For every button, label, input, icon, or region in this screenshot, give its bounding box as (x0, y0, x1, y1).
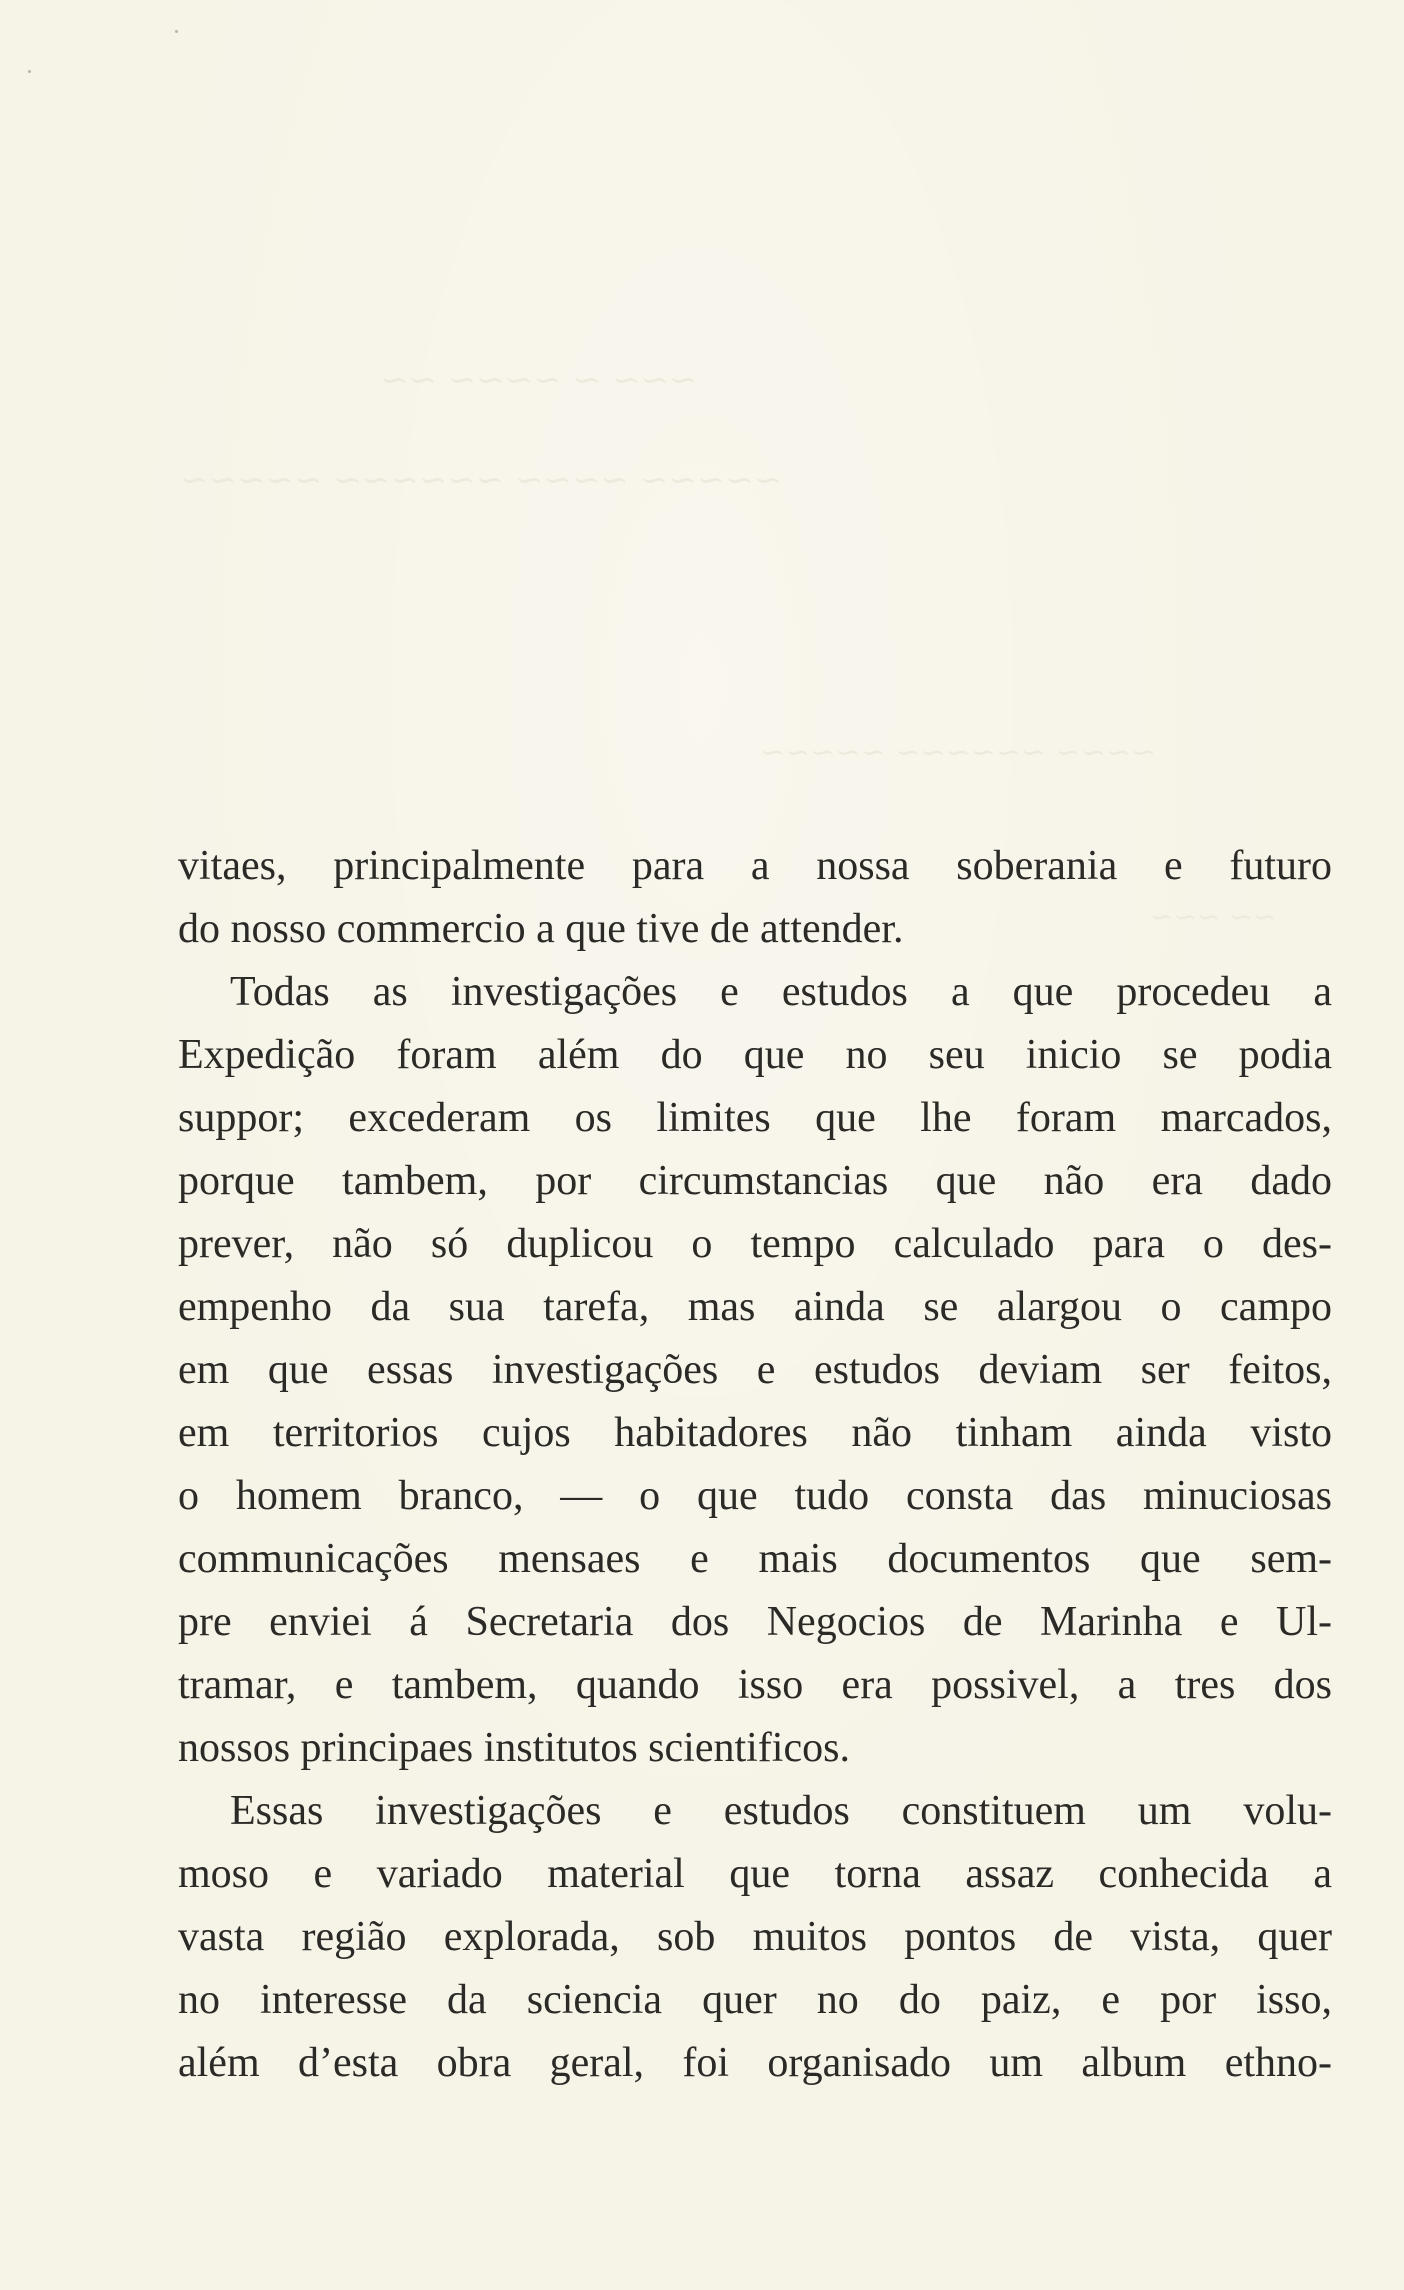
text-line: tramar, e tambem, quando isso era possivel, a tres dos (178, 1662, 1332, 1708)
text-line: nossos principaes institutos scientificos. (178, 1725, 850, 1771)
bleed-through-line: ~~ ~~~ (1150, 900, 1277, 933)
text-line: Todas as investigações e estudos a que procedeu a (230, 969, 1332, 1015)
paper-speck (175, 30, 178, 33)
paper-speck (28, 70, 31, 73)
text-line: moso e variado material que torna assaz conhecida a (178, 1851, 1332, 1897)
text-line: prever, não só duplicou o tempo calculado para o des- (178, 1221, 1332, 1267)
text-line: Essas investigações e estudos constituem um volu- (230, 1788, 1332, 1834)
text-line: vitaes, principalmente para a nossa soberania e futuro (178, 843, 1332, 889)
text-line: além d’esta obra geral, foi organisado um album ethno- (178, 2040, 1332, 2086)
text-line: em territorios cujos habitadores não tinham ainda visto (178, 1410, 1332, 1456)
text-line: communicações mensaes e mais documentos que sem- (178, 1536, 1332, 1582)
bleed-through-line: ~~~~ ~~~~~~ ~~~~~ (760, 735, 1157, 770)
text-line: o homem branco, — o que tudo consta das minuciosas (178, 1473, 1332, 1519)
text-line: no interesse da sciencia quer no do paiz, e por isso, (178, 1977, 1332, 2023)
text-line: em que essas investigações e estudos deviam ser feitos, (178, 1347, 1332, 1393)
text-line: Expedição foram além do que no seu inicio se podia (178, 1032, 1332, 1078)
text-line: empenho da sua tarefa, mas ainda se alargou o campo (178, 1284, 1332, 1330)
text-line: vasta região explorada, sob muitos pontos de vista, quer (178, 1914, 1332, 1960)
bleed-through-line: ~~~ ~ ~~~~ ~~ (380, 360, 698, 400)
text-line: do nosso commercio a que tive de attender. (178, 906, 904, 952)
text-line: suppor; excederam os limites que lhe foram marcados, (178, 1095, 1332, 1141)
text-line: porque tambem, por circumstancias que não era dado (178, 1158, 1332, 1204)
bleed-through-line: ~~~~~ ~~~~ ~~~~~~ ~~~~~ (180, 460, 783, 500)
body-text (178, 835, 1332, 2095)
text-line: pre enviei á Secretaria dos Negocios de Marinha e Ul- (178, 1599, 1332, 1645)
